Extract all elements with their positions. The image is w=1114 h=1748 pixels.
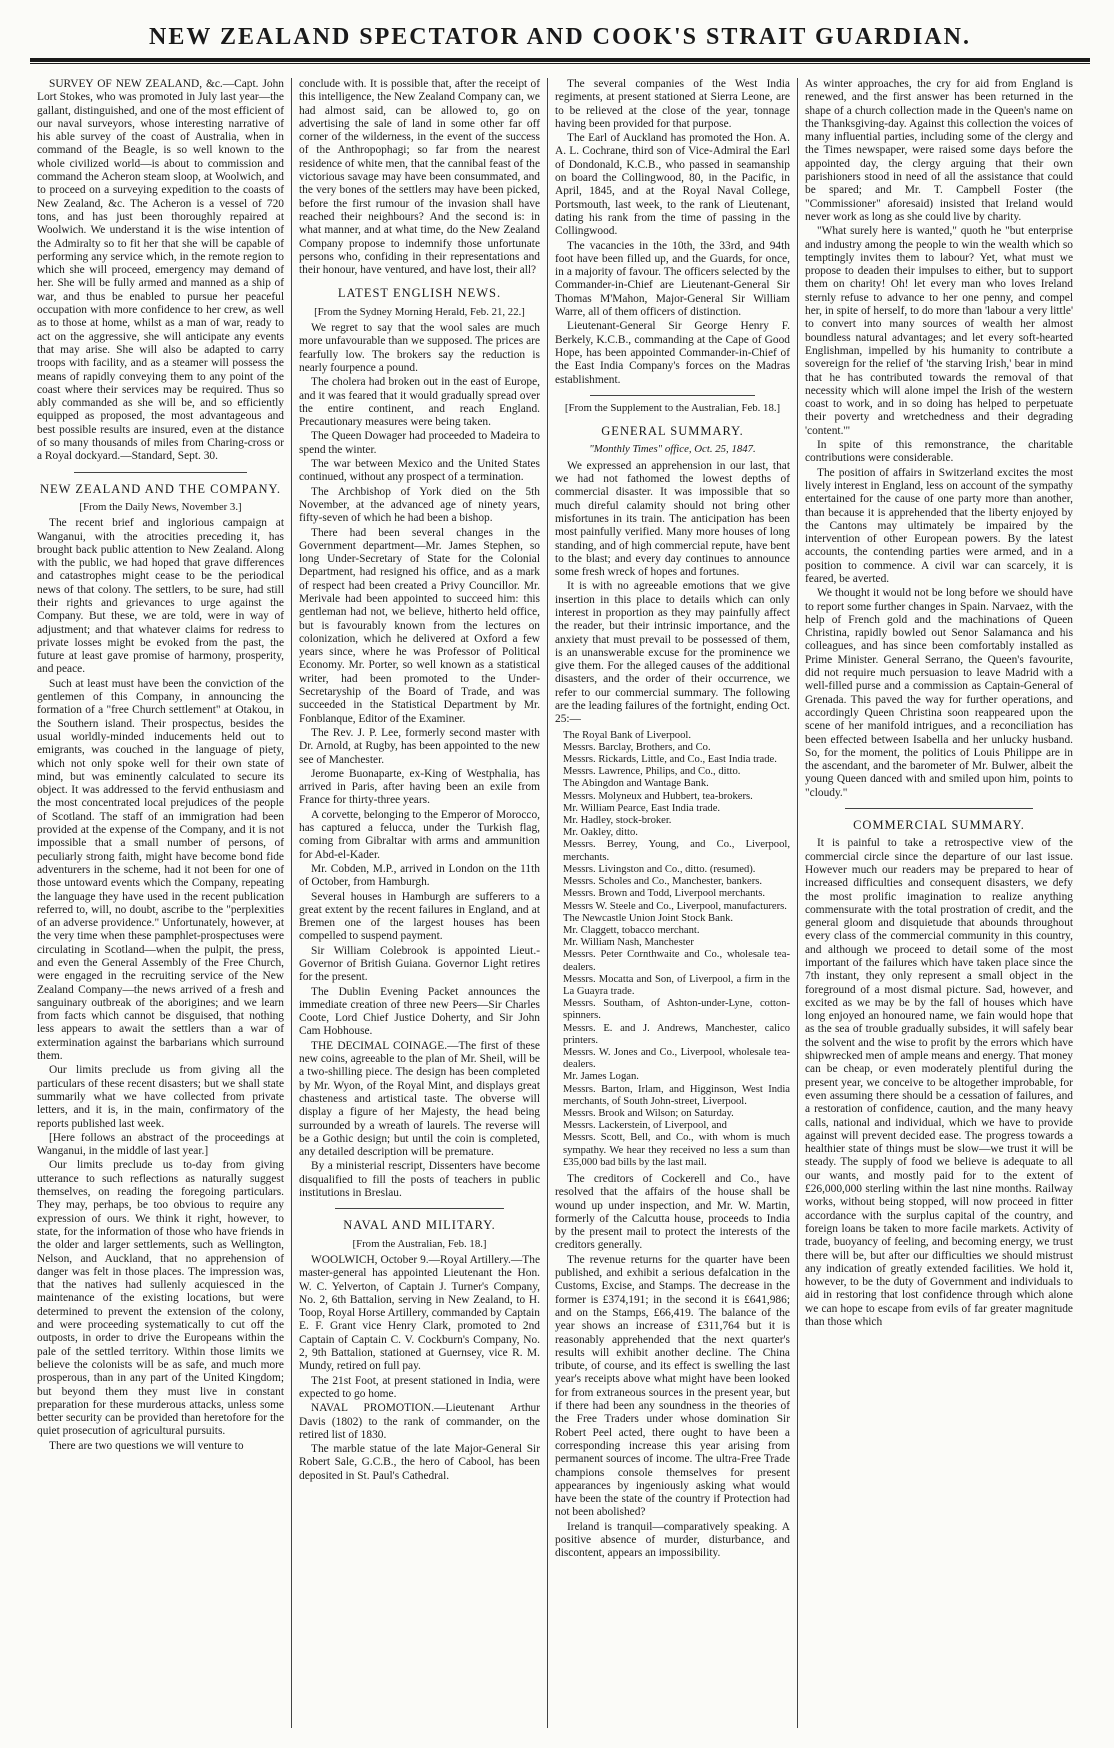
naval-source: [From the Australian, Feb. 18.]: [352, 1237, 487, 1250]
naval-item: The vacancies in the 10th, the 33rd, and 94th foot have been filled up, and the Guards, for once, in a majority of favour. The officers selected by the Commander-in-Chief are Lieutenant-General Sir Thomas M'Mahon, Major-General Sir William Warre, all of them officers of distinction.: [555, 239, 790, 319]
failure-item: Mr. William Nash, Manchester: [563, 937, 694, 949]
summary-paragraph: Ireland is tranquil—comparatively speaking. A positive absence of murder, disturbance, and discontent, appears an impossibility.: [555, 1520, 790, 1560]
summary-paragraph: We expressed an apprehension in our last, that we had not fathomed the lowest depths of commercial disaster. It was impossible that so much direful calamity should not bring other misfortunes in its train. The anticipation has been most painfully verified. Many more houses of long standing, and of high commercial repute, have bent to the blast; and every day continues to announce some fresh wreck of hopes and fortunes.: [555, 459, 790, 579]
news-item: The Archbishop of York died on the 5th November, at the advanced age of ninety years, fifty-seven of which he had been a bishop.: [299, 485, 540, 525]
failure-item: Messrs W. Steele and Co., Liverpool, manufacturers.: [563, 900, 787, 912]
news-item: We regret to say that the wool sales are much more unfavourable than we supposed. The prices are fearfully low. The brokers say the reduction is nearly fourpence a pound.: [299, 322, 540, 374]
commercial-paragraph: It is painful to take a retrospective view of the commercial circle since the departure of our last issue. However much our readers may be prepared to hear of increased difficulties and consequent disasters, we defy the most prolific imagination to realize anything commensurate with the total prostration of credit, and the general gloom and disquietude that abounds throughout every class of the commercial community in this country, and although we proceed to detail some of the most important of the failures which have taken place since the 7th instant, they only represent a small object in the foreground of a most dismal picture. Sad, however, and excited as we may be by the fall of houses which have long enjoyed an honoured name, we fain would hope that as the sea of trouble gradually subsides, it will safely bear the solvent and the wise to profit by the errors which have shipwrecked men of ample means and energy. That money can be cheap, or even moderately plentiful during the present year, we conceive to be altogether improbable, for even assuming there should be a cessation of failures, and a restoration of confidence, caution, and the many heavy calls, national and individual, which we have to provide against will prevent decided ease. The progress towards a healthier state of things must be slow—we trust it will be steady. The supply of food we believe is adequate to all our wants, and mostly paid for to the extent of £26,000,000 sterling within the last nine months. Railway works, without being stopped, will now proceed in fitter accordance with the surplus capital of the country, and foreign loans be taken to more facile markets. Activity of trade, buoyancy of feeling, and becoming energy, we trust there will be, but after our difficulties we should mistrust any indication of greatly extended facilities. We hold it, however, to be the duty of Government and individuals to aid in restoring that lost confidence through which alone we can hope to escape from evils of far greater magnitude than those which: [805, 837, 1073, 1329]
failure-item: Messrs. Southam, of Ashton-under-Lyne, cotton-spinners.: [563, 998, 790, 1022]
ireland-paragraph: "What surely here is wanted," quoth he "but enterprise and industry among the people to win the wealth which so temptingly invites them to labour? Yet, what must we propose to deaden their impulses to either, but to support them on charity! Oh! let every man who loves Ireland sternly refuse to advance to her one penny, and compel her, in spite of herself, to do more than 'labour a very little' to convert into many sources of wealth her almost boundless natural advantages; and let every soft-hearted Englishman, impelled by his humanity to contribute a sovereign for the relief of 'the starving Irish,' bear in mind that he has contributed towards the removal of that necessity which will alone impel the Irish of the western coast to work, and in so doing has helped to perpetuate their poverty and wretchedness and their degrading 'content.'": [805, 225, 1073, 437]
failure-item: Messrs. Scott, Bell, and Co., with whom is much sympathy. We hear they received no less a sum than £35,000 bad bills by the last mail.: [563, 1132, 790, 1168]
masthead-rule: [30, 58, 1090, 62]
naval-item: NAVAL PROMOTION.—Lieutenant Arthur Davis (1802) to the rank of commander, on the retired list of 1830.: [299, 1402, 540, 1441]
column-2: [292, 78, 548, 1728]
article-divider: [335, 1208, 504, 1209]
masthead-title: NEW ZEALAND SPECTATOR AND COOK'S STRAIT GUARDIAN.: [149, 24, 971, 50]
failure-item: Messrs. E. and J. Andrews, Manchester, calico printers.: [563, 1022, 790, 1046]
failure-item: The Royal Bank of Liverpool.: [563, 729, 691, 741]
general-summary-dateline: "Monthly Times" office, Oct. 25, 1847.: [589, 443, 756, 456]
naval-item: The several companies of the West India regiments, at present stationed at Sierra Leone, are to be relieved at the close of the year, tonnage having been provided for that purpose.: [555, 78, 790, 130]
news-item: There had been several changes in the Government department—Mr. James Stephen, so long Under-Secretary of State for the Colonial Department, had resigned his office, and as a mark of respect had been created a Privy Councillor. Mr. Merivale had been appointed to succeed him: this gentleman had not, we believe, hitherto held office, but is favourably known from the lectures on colonization, which he delivered at Oxford a few years since, where he was Professor of Political Economy. Mr. Porter, so well known as a statistical writer, had been promoted to the Under-Secretaryship of the Board of Trade, and was succeeded in the Statistical Department by Mr. Fonblanque, Editor of the Examiner.: [299, 526, 540, 725]
news-item: A corvette, belonging to the Emperor of Morocco, has captured a felucca, under the Turkish flag, coming from Gibraltar with arms and ammunition for Abd-el-Kader.: [299, 808, 540, 861]
masthead-rule-thin: [30, 63, 1090, 64]
news-item: Several houses in Hamburgh are sufferers to a great extent by the recent failures in England, and at Bremen one of the largest houses has been compelled to suspend payment.: [299, 890, 540, 943]
failure-item: Mr. James Logan.: [563, 1071, 639, 1083]
failure-item: Mr. Hadley, stock-broker.: [563, 815, 672, 827]
nz-paragraph: Our limits preclude us to-day from giving utterance to such reflections as naturally suggest themselves, on reading the foregoing particulars. They may, perhaps, be too obvious to require any expression of ours. We think it right, however, to state, for the information of those who have friends in the older and larger settlements, such as Wellington, Nelson, and Auckland, that no apprehension of danger was felt in those places. The impression was, that the natives had sullenly acquiesced in the maintenance of the existing locations, but were determined to prevent the extension of the colony, and were proceeding systematically to cut off the outposts, in order to drive the Europeans within the pale of the settled territory. Within those limits we believe the colonists will be as safe, and much more prosperous, than in any part of the United Kingdom; but beyond them they must live in constant preparation for these murderous attacks, unless some better security can be provided than heretofore for the quiet prosecution of agricultural pursuits.: [37, 1159, 284, 1438]
news-item: The Dublin Evening Packet announces the immediate creation of three new Peers—Sir Charles Coote, Lord Chief Justice Doherty, and Sir John Cam Hobhouse.: [299, 985, 540, 1038]
failure-item: The Newcastle Union Joint Stock Bank.: [563, 912, 734, 924]
nz-company-source: [From the Daily News, November 3.]: [79, 500, 242, 513]
naval-heading: NAVAL AND MILITARY.: [343, 1218, 496, 1233]
failure-item: Messrs. Scholes and Co., Manchester, bankers.: [563, 876, 763, 888]
failure-item: Messrs. Brown and Todd, Liverpool merchants.: [563, 888, 766, 900]
naval-item: The Earl of Auckland has promoted the Hon. A. A. L. Cochrane, third son of Vice-Admiral the Earl of Dondonald, K.C.B., who passed in seamanship on board the Collingwood, 80, in the Pacific, in April, 1845, and at the Royal Naval College, Portsmouth, last week, to the rank of Lieutenant, dating his rank from the time of passing in the Collingwood.: [555, 132, 790, 238]
news-item: The Queen Dowager had proceeded to Madeira to spend the winter.: [299, 430, 540, 456]
summary-paragraph: It is with no agreeable emotions that we give insertion in this place to details which can only interest in proportion as they may painfully affect the reader, but their intrinsic importance, and the anxiety that must prevail to be possessed of them, is an unanswerable excuse for the prominence we give them. For the alleged causes of the additional disasters, and the order of their occurrence, we refer to our commercial summary. The following are the leading failures of the fortnight, ending Oct. 25:—: [555, 580, 790, 726]
news-item: The Rev. J. P. Lee, formerly second master with Dr. Arnold, at Rugby, has been appointed to the new see of Manchester.: [299, 726, 540, 766]
switzerland-paragraph: The position of affairs in Switzerland excites the most lively interest in England, less on account of the sympathy entertained for the cause of one party more than another, than because it is apprehended that the liberty enjoyed by the Cantons may ultimately be impaired by the intervention of other European powers. By the latest accounts, the contending parties were armed, and in a position to commence. A civil war can scarcely, it is feared, be averted.: [805, 466, 1073, 585]
latest-news-heading: LATEST ENGLISH NEWS.: [337, 286, 502, 301]
nz-paragraph: Such at least must have been the conviction of the gentlemen of this Company, in announcing the formation of a "free Church settlement" at Otakou, in the Southern island. Their prospectus, besides the usual worldly-minded inducements held out to emigrants, was couched in the language of piety, which not only spoke well for their own state of mind, but was eminently calculated to secure its object. It was addressed to the fervid enthusiasm and the most concentrated local prejudices of the people of Scotland. The staff of an immigration had been provided at the expense of the Company, and it is not impossible that a small number of persons, of peculiarly strong faith, might have become bond fide adventurers in the scheme, had it not been for one of those untoward events which the Company, repeating the language they have used in the recent publication referred to, will, no doubt, ascribe to the "perplexities of an adverse providence." Unfortunately, however, at the very time when these pamphlet-prospectuses were circulating in Scotland—when the pulpit, the press, and even the General Assembly of the Free Church, were engaged in the recruiting service of the New Zealand Company—the news arrived of a fresh and sanguinary outbreak of the aborigines; and we learn from facts which cannot be disguised, that nothing less appears to await the settlers than a war of extermination against the barbarians which surround them.: [37, 677, 284, 1063]
failure-item: Messrs. Berrey, Young, and Co., Liverpool, merchants.: [563, 839, 790, 863]
failure-item: The Abingdon and Wantage Bank.: [563, 778, 709, 790]
article-divider: [590, 395, 755, 396]
failure-item: Messrs. Barclay, Brothers, and Co.: [563, 741, 711, 753]
failure-item: Messrs. Livingston and Co., ditto. (resumed).: [563, 863, 756, 875]
failure-item: Messrs. Barton, Irlam, and Higginson, West India merchants, of South John-street, Liverpool.: [563, 1083, 790, 1107]
news-item: Sir William Colebrook is appointed Lieut.-Governor of British Guiana. Governor Light retires for the present.: [299, 944, 540, 984]
columns: [30, 78, 1090, 1728]
failure-item: Mr. William Pearce, East India trade.: [563, 802, 721, 814]
failure-item: Messrs. Lawrence, Philips, and Co., ditto.: [563, 766, 741, 778]
failure-item: Messrs. Brook and Wilson; on Saturday.: [563, 1107, 734, 1119]
summary-paragraph: The creditors of Cockerell and Co., have resolved that the affairs of the house shall be wound up under inspection, and Mr. W. Martin, formerly of the Calcutta house, proceeds to India by the present mail to protect the interests of the creditors generally.: [555, 1172, 790, 1252]
failure-item: Messrs. Rickards, Little, and Co., East India trade.: [563, 754, 777, 766]
survey-article: SURVEY OF NEW ZEALAND, &c.—Capt. John Lort Stokes, who was promoted in July last year—the gallant, distinguished, and one of the most efficient of our naval surveyors, whose interesting narrative of his able survey of the coast of Australia, when in command of the Beagle, is so well known to the whole civilized world—is about to commission and command the Acheron steam sloop, at Woolwich, and to proceed on a surveying expedition to the coasts of New Zealand, &c. The Acheron is a vessel of 720 tons, and has just been thoroughly repaired at Woolwich. We understand it is the wise intention of the Admiralty so to fit her that she will be capable of performing any service which, in the remote region to which she will proceed, emergency may demand of her. She will be fully armed and manned as a ship of war, and thus be enabled to pursue her peaceful occupation with more confidence to her crew, as well as to those at home, whilst as a man of war, ready to act on the aggressive, she will anticipate any events that may arise. She will also be adapted to carry troops with facility, and as a steamer will possess the means of rapidly conveying them to any point of the coast where their services may be required. Thus so ably commanded as she will be, and so efficiently equipped as proposed, the most advantageous and best possible results are insured, even at the distance of so many thousands of miles from Charing-cross or a Royal dockyard.—Standard, Sept. 30.: [37, 78, 284, 463]
general-summary-heading: GENERAL SUMMARY.: [601, 424, 744, 439]
column-1: [30, 78, 292, 1728]
summary-paragraph: The revenue returns for the quarter have been published, and exhibit a serious defalcation in the Customs, Excise, and Stamps. The decrease in the former is £374,191; in the second it is £641,986; and on the Stamps, £66,419. The balance of the year shows an increase of £311,764 but it is reasonably apprehended that the next quarter's results will exhibit another decline. The China tribute, of course, and its effect is swelling the last year's receipts above what might have been looked for from extraneous sources in the present year, but if there had been any soundness in the theories of the Free Traders under whose domination Sir Robert Peel acted, there ought to have been a corresponding increase this year arising from permanent sources of income. The ultra-Free Trade champions console themselves for present appearances by ingeniously asking what would have been the state of the country if Protection had not been abolished?: [555, 1253, 790, 1519]
commercial-summary-heading: COMMERCIAL SUMMARY.: [853, 818, 1025, 833]
failure-item: Messrs. Lackerstein, of Liverpool, and: [563, 1120, 727, 1132]
failure-item: Messrs. Mocatta and Son, of Liverpool, a firm in the La Guayra trade.: [563, 973, 790, 997]
news-item: By a ministerial rescript, Dissenters have become disqualified to fill the posts of teachers in public institutions in Breslau.: [299, 1160, 540, 1200]
nz-paragraph: There are two questions we will venture to: [49, 1439, 244, 1452]
failures-list: [555, 730, 790, 1169]
latest-news-source: [From the Sydney Morning Herald, Feb. 21, 22.]: [314, 305, 525, 318]
article-divider: [845, 808, 1033, 809]
nz-paragraph: Our limits preclude us from giving all the particulars of these recent disasters; but we shall state summarily what we have collected from private letters, and it is, in the main, confirmatory of the reports published last week.: [37, 1064, 284, 1130]
ireland-paragraph: As winter approaches, the cry for aid from England is renewed, and the first answer has been returned in the shape of a church collection made in the Queen's name on the Thanksgiving-day. Against this collection the voices of many influential parties, including some of the clergy and the Times newspaper, were raised some days before the appointed day, the clergy arguing that their own parishioners stood in need of all the assistance that could be spared; and Mr. T. Campbell Foster (the "Commissioner" aforesaid) insisted that Ireland would never work as long as she could live by charity.: [805, 78, 1073, 223]
column-4: [798, 78, 1080, 1728]
news-item: The cholera had broken out in the east of Europe, and it was feared that it would gradually spread over the entire continent, and reach England. Precautionary measures were being taken.: [299, 376, 540, 429]
news-item: THE DECIMAL COINAGE.—The first of these new coins, agreeable to the plan of Mr. Sheil, will be a two-shilling piece. The design has been completed by Mr. Wyon, of the Royal Mint, and displays great chasteness and artistical taste. The obverse will display a figure of her Majesty, the head being surrounded by a wreath of laurels. The reverse will be a Gothic design; but until the coin is completed, any detailed description will be premature.: [299, 1039, 540, 1159]
naval-item: WOOLWICH, October 9.—Royal Artillery.—The master-general has appointed Lieutenant the Hon. W. C. Yelverton, of Captain J. Turner's Company, No. 2, 6th Battalion, serving in New Zealand, to H. Toop, Royal Horse Artillery, commanded by Captain E. F. Grant vice Henry Clark, promoted to 2nd Captain of Captain C. V. Cockburn's Company, No. 2, 9th Battalion, stationed at Guernsey, vice R. M. Mundy, retired on full pay.: [299, 1253, 540, 1373]
failure-item: Messrs. Molyneux and Hubbert, tea-brokers.: [563, 790, 753, 802]
naval-item: Lieutenant-General Sir George Henry F. Berkely, K.C.B., commanding at the Cape of Good Hope, has been appointed Commander-in-Chief of the East India Company's forces on the Madras establishment.: [555, 320, 790, 386]
failure-item: Messrs. W. Jones and Co., Liverpool, wholesale tea-dealers.: [563, 1046, 790, 1071]
general-summary-source: [From the Supplement to the Australian, Feb. 18.]: [564, 401, 781, 414]
ireland-paragraph: In spite of this remonstrance, the charitable contributions were considerable.: [805, 439, 1073, 465]
nz-paragraph: The recent brief and inglorious campaign at Wanganui, with the atrocities preceding it, has brought back public attention to New Zealand. Along with the public, we had hoped that grave differences and catastrophes might cease to be the periodical news of that colony. The settlers, to be sure, had still their rights and grievances to urge against the Company. But these, we are told, were in way of adjustment; and that whatever claims for redress to private losses might be evoked from the past, the future at least gave promise of harmony, prosperity, and peace.: [37, 517, 284, 676]
naval-item: The 21st Foot, at present stationed in India, were expected to go home.: [299, 1374, 540, 1400]
column-3: [548, 78, 798, 1728]
article-divider: [74, 472, 247, 473]
nz-company-heading: NEW ZEALAND AND THE COMPANY.: [39, 481, 282, 496]
news-item: The war between Mexico and the United States continued, without any prospect of a termination.: [299, 458, 540, 484]
spain-paragraph: We thought it would not be long before we should have to report some further changes in Spain. Narvaez, with the help of French gold and the machinations of Queen Christina, rapidly bowled out Senor Salamanca and his colleagues, and has since been comfortably installed as Prime Minister. General Serrano, the Queen's favourite, did not require much persuasion to leave Madrid with a well-filled purse and a commission as Captain-General of Grenada. This paved the way for further operations, and accordingly Queen Christina soon reappeared upon the scene of her manifold intrigues, and a reconciliation has been effected between Isabella and her unlucky husband. So, for the moment, the politics of Louis Philippe are in the ascendant, and the barometer of Mr. Bulwer, albeit the young Queen danced with and smiled upon him, points to "cloudy.": [805, 587, 1073, 799]
naval-item: The marble statue of the late Major-General Sir Robert Sale, G.C.B., the hero of Cabool, has been deposited in St. Paul's Cathedral.: [299, 1443, 540, 1482]
failure-item: Mr. Claggett, tobacco merchant.: [563, 924, 700, 936]
failure-item: Messrs. Peter Cornthwaite and Co., wholesale tea-dealers.: [563, 949, 790, 973]
failure-item: Mr. Oakley, ditto.: [563, 827, 638, 839]
nz-paragraph: [Here follows an abstract of the proceedings at Wanganui, in the middle of last year.]: [37, 1131, 284, 1158]
news-item: Jerome Buonaparte, ex-King of Westphalia, has arrived in Paris, after having been an exile from France for thirty-three years.: [299, 767, 540, 807]
news-item: Mr. Cobden, M.P., arrived in London on the 11th of October, from Hamburgh.: [299, 862, 540, 889]
nz-continuation: conclude with. It is possible that, after the receipt of this intelligence, the New Zealand Company can, we had almost said, can be allowed to, go on advertising the sale of land in some other far off corner of the wilderness, in the event of the success of the Anthropophagi; so far from the nearest residence of white men, that the cannibal feast of the victorious savage may have been consummated, and the very bones of the settlers may have been picked, before the first rumour of the invasion shall have reached their neighbours? And the second is: in what manner, and at what time, do the New Zealand Company propose to indemnify those unfortunate persons who, confiding in their representations and their honour, have ventured, and have lost, their all?: [299, 78, 540, 277]
